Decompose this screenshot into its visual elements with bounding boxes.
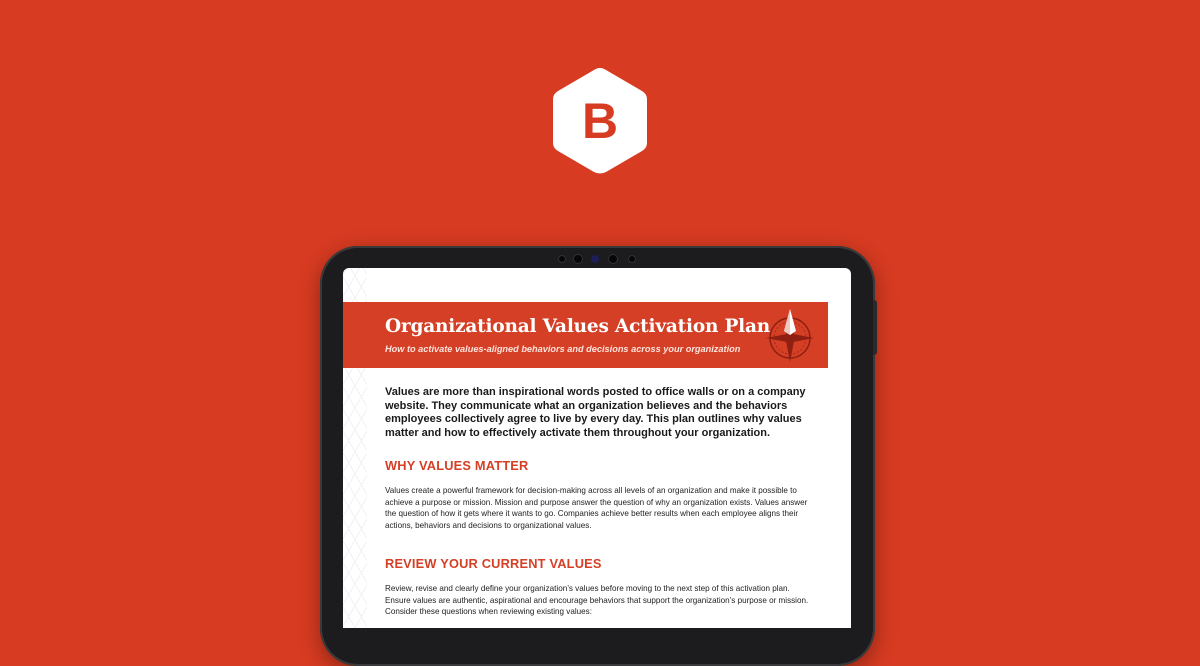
section-body-why-values-matter: Values create a powerful framework for decision-making across all levels of an organization and make it possible to achieve a purpose or mission. Mission and purpose answer the question of why an organization exists. Values answer the question of how it gets where it wants to go. Companies achieve better results when each employee aligns their actions, behaviors and decisions to organizational values. xyxy=(385,486,808,530)
camera-lens xyxy=(573,254,583,264)
document-banner xyxy=(343,302,828,368)
document-body xyxy=(385,386,815,618)
brand-logo xyxy=(550,65,650,177)
compass-rose-icon xyxy=(759,305,821,367)
document-title: Organizational Values Activation Plan xyxy=(385,316,771,337)
document-subtitle: How to activate values-aligned behaviors and decisions across your organization xyxy=(385,344,741,354)
sensor-dot xyxy=(628,255,636,263)
camera-indicator xyxy=(591,255,599,263)
section-heading-why-values-matter: WHY VALUES MATTER xyxy=(385,458,529,474)
section-body-review-values: Review, revise and clearly define your organization’s values before moving to the next step of this activation plan. Ensure values are authentic, aspirational and encourage behaviors that support the organization’s purpose or mission. Consider these questions when reviewing existing values: xyxy=(385,584,809,617)
tablet-camera-bar xyxy=(556,252,644,266)
tablet-side-button xyxy=(873,300,877,355)
hexagon-b-logo-icon xyxy=(550,65,650,177)
tablet-screen[interactable] xyxy=(343,268,851,628)
sensor-dot xyxy=(558,255,566,263)
logo-letter: B xyxy=(581,93,619,149)
camera-lens xyxy=(608,254,618,264)
section-heading-review-values: REVIEW YOUR CURRENT VALUES xyxy=(385,556,602,572)
intro-paragraph: Values are more than inspirational words posted to office walls or on a company website. They communicate what an organization believes and the behaviors employees collectively agree to live by every day. This plan outlines why values matter and how to effectively activate them throughout your organization. xyxy=(385,386,806,439)
